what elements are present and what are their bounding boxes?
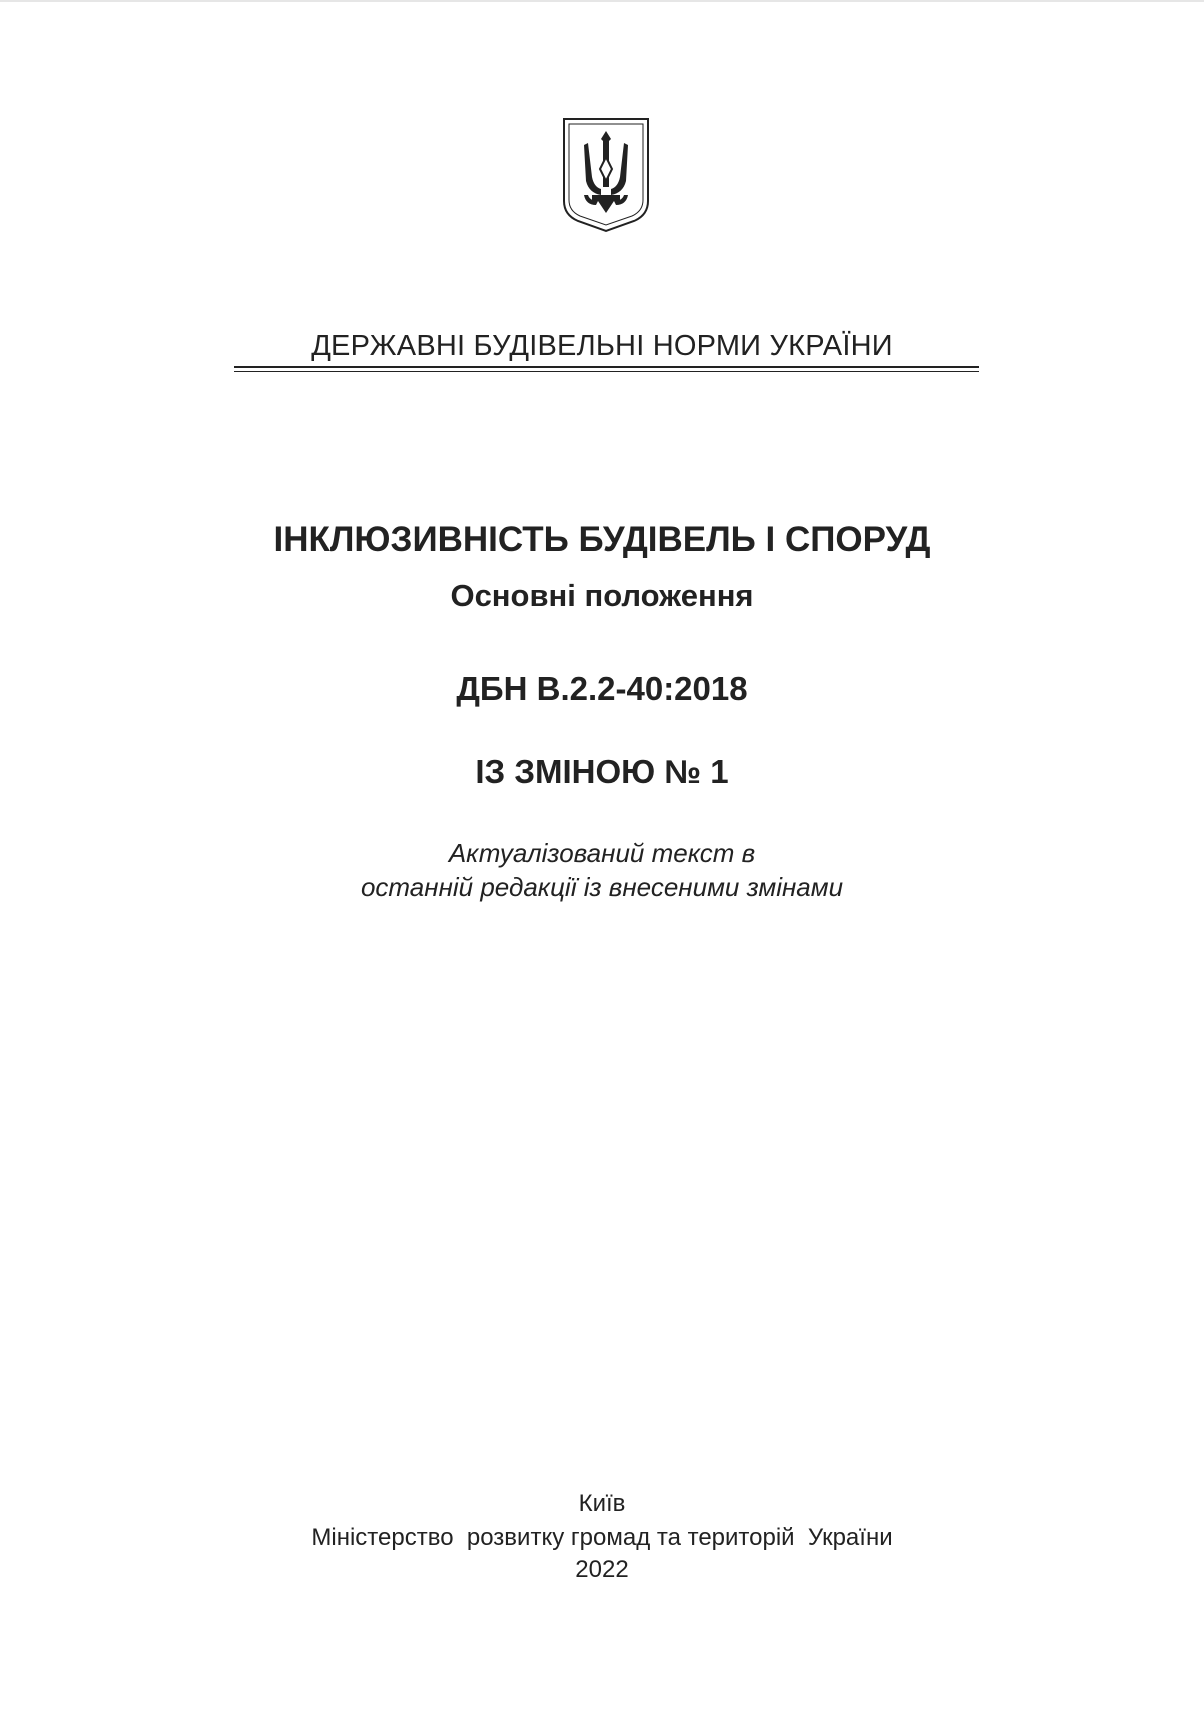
- header-rule-thin: [234, 371, 979, 372]
- edition-note-line-2: останній редакції із внесеними змінами: [360, 872, 844, 902]
- edition-note-line-1: Актуалізований текст в: [448, 838, 756, 868]
- document-code: ДБН В.2.2-40:2018: [456, 670, 748, 707]
- document-subtitle: Основні положення: [450, 578, 754, 613]
- edition-note: [0, 836, 1204, 904]
- document-title: ІНКЛЮЗИВНІСТЬ БУДІВЕЛЬ І СПОРУД: [273, 520, 931, 559]
- publication-year: 2022: [575, 1556, 629, 1583]
- trident-coat-of-arms-icon: [562, 117, 650, 233]
- page-top-edge: [0, 0, 1204, 2]
- standards-header: ДЕРЖАВНІ БУДІВЕЛЬНІ НОРМИ УКРАЇНИ: [311, 330, 893, 362]
- publication-city: Київ: [578, 1490, 626, 1517]
- amendment-label: ІЗ ЗМІНОЮ № 1: [475, 753, 729, 790]
- header-rule-thick: [234, 366, 979, 368]
- publisher-name: Міністерство розвитку громад та територій України: [311, 1524, 893, 1551]
